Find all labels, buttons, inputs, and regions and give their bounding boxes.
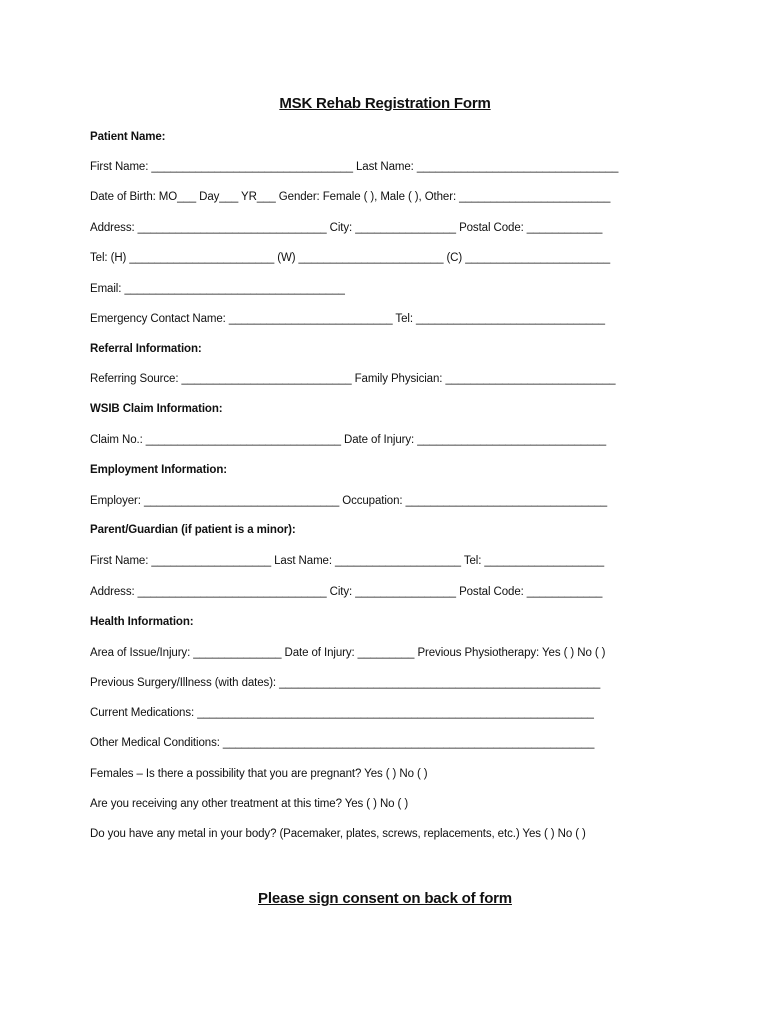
referral-heading: Referral Information: — [90, 343, 202, 355]
telephone-field[interactable]: Tel: (H) _______________________ (W) _______________________ (C) _______________________ — [90, 252, 611, 264]
health-heading: Health Information: — [90, 616, 194, 628]
wsib-heading: WSIB Claim Information: — [90, 403, 223, 415]
medications-field[interactable]: Current Medications: _______________________________________________________________ — [90, 707, 594, 719]
form-title: MSK Rehab Registration Form — [279, 95, 491, 112]
claim-field[interactable]: Claim No.: _______________________________ Date of Injury: ______________________________ — [90, 434, 607, 446]
referral-field[interactable]: Referring Source: ___________________________ Family Physician: ___________________________ — [90, 373, 616, 385]
guardian-name-field[interactable]: First Name: ___________________ Last Name: ____________________ Tel: ___________________ — [90, 555, 605, 567]
medical-conditions-field[interactable]: Other Medical Conditions: ___________________________________________________________ — [90, 737, 595, 749]
patient-name-field[interactable]: First Name: ________________________________ Last Name: ________________________________ — [90, 161, 619, 173]
metal-question[interactable]: Do you have any metal in your body? (Pacemaker, plates, screws, replacements, etc.) Yes ( ) No ( ) — [90, 828, 586, 840]
pregnancy-question[interactable]: Females – Is there a possibility that you are pregnant? Yes ( ) No ( ) — [90, 768, 428, 780]
guardian-heading: Parent/Guardian (if patient is a minor): — [90, 524, 296, 536]
other-treatment-question[interactable]: Are you receiving any other treatment at this time? Yes ( ) No ( ) — [90, 798, 409, 810]
patient-name-heading: Patient Name: — [90, 131, 166, 143]
emergency-contact-field[interactable]: Emergency Contact Name: __________________________ Tel: ______________________________ — [90, 313, 605, 325]
surgery-field[interactable]: Previous Surgery/Illness (with dates): ___________________________________________________ — [90, 677, 601, 689]
address-field[interactable]: Address: ______________________________ City: ________________ Postal Code: ____________ — [90, 222, 603, 234]
employment-heading: Employment Information: — [90, 464, 227, 476]
employer-field[interactable]: Employer: _______________________________ Occupation: ________________________________ — [90, 495, 608, 507]
dob-gender-field[interactable]: Date of Birth: MO___ Day___ YR___ Gender: Female ( ), Male ( ), Other: ________________________ — [90, 191, 611, 203]
guardian-address-field[interactable]: Address: ______________________________ City: ________________ Postal Code: ____________ — [90, 586, 603, 598]
consent-note: Please sign consent on back of form — [258, 890, 512, 907]
email-field[interactable]: Email: ___________________________________ — [90, 283, 345, 295]
area-of-issue-field[interactable]: Area of Issue/Injury: ______________ Date of Injury: _________ Previous Physiotherapy: Yes ( ) No ( ) — [90, 647, 606, 659]
